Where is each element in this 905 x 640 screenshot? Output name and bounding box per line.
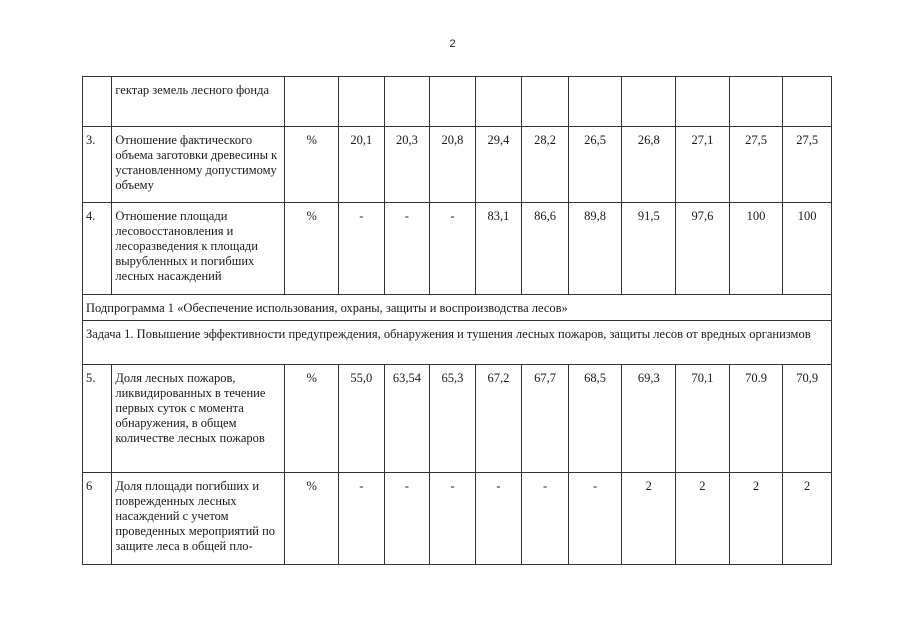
value-cell (622, 77, 676, 127)
value-cell: 86,6 (522, 203, 569, 295)
value-cell: 29,4 (475, 127, 522, 203)
value-cell (384, 77, 430, 127)
value-cell: 27,1 (676, 127, 730, 203)
page-number: 2 (449, 38, 456, 50)
table-row (83, 473, 832, 565)
value-cell: 69,3 (622, 365, 676, 473)
indicator-name: гектар земель лесного фонда (112, 77, 285, 127)
value-cell: - (384, 473, 430, 565)
unit-cell: % (285, 203, 339, 295)
value-cell: 67,2 (475, 365, 522, 473)
value-cell: 20,3 (384, 127, 430, 203)
row-number: 4. (83, 203, 112, 295)
value-cell (522, 77, 569, 127)
value-cell (568, 77, 622, 127)
value-cell (783, 77, 832, 127)
value-cell: 67,7 (522, 365, 569, 473)
row-number: 3. (83, 127, 112, 203)
value-cell: 20,1 (339, 127, 385, 203)
unit-cell: % (285, 127, 339, 203)
task-heading: Задача 1. Повышение эффективности предупреждения, обнаружения и тушения лесных пожаров, защиты лесов от вредных организмов (83, 321, 832, 365)
value-cell: 20,8 (430, 127, 476, 203)
unit-cell (285, 77, 339, 127)
value-cell: 2 (622, 473, 676, 565)
value-cell (729, 77, 783, 127)
value-cell: 97,6 (676, 203, 730, 295)
value-cell: - (339, 203, 385, 295)
indicator-name: Доля площади погибших и поврежденных лесных насаждений с учетом проведенных мероприятий по защите леса в общей пло- (112, 473, 285, 565)
value-cell (430, 77, 476, 127)
row-number (83, 77, 112, 127)
unit-cell: % (285, 473, 339, 565)
table-row (83, 365, 832, 473)
value-cell: 2 (676, 473, 730, 565)
value-cell: 63,54 (384, 365, 430, 473)
table-row (83, 77, 832, 127)
value-cell: - (430, 203, 476, 295)
indicator-name: Отношение площади лесовосстановления и лесоразведения к площади вырубленных и погибших лесных насаждений (112, 203, 285, 295)
value-cell: 26,5 (568, 127, 622, 203)
value-cell (339, 77, 385, 127)
value-cell: - (475, 473, 522, 565)
value-cell: - (384, 203, 430, 295)
table-row (83, 203, 832, 295)
table-row (83, 127, 832, 203)
value-cell: 65,3 (430, 365, 476, 473)
value-cell: 70,9 (783, 365, 832, 473)
indicator-name: Доля лесных пожаров, ликвидированных в течение первых суток с момента обнаружения, в общем количестве лесных пожаров (112, 365, 285, 473)
table-row (83, 295, 832, 321)
value-cell: 89,8 (568, 203, 622, 295)
value-cell: - (339, 473, 385, 565)
value-cell: 27,5 (729, 127, 783, 203)
value-cell: 2 (729, 473, 783, 565)
value-cell (475, 77, 522, 127)
row-number: 5. (83, 365, 112, 473)
row-number: 6 (83, 473, 112, 565)
value-cell: 55,0 (339, 365, 385, 473)
value-cell (676, 77, 730, 127)
indicators-table (82, 76, 832, 565)
value-cell: 100 (783, 203, 832, 295)
value-cell: 28,2 (522, 127, 569, 203)
unit-cell: % (285, 365, 339, 473)
value-cell: 100 (729, 203, 783, 295)
subprogram-heading: Подпрограмма 1 «Обеспечение использования, охраны, защиты и воспроизводства лесов» (83, 295, 832, 321)
value-cell: - (430, 473, 476, 565)
value-cell: - (522, 473, 569, 565)
value-cell: 26,8 (622, 127, 676, 203)
value-cell: 70.9 (729, 365, 783, 473)
value-cell: 2 (783, 473, 832, 565)
value-cell: - (568, 473, 622, 565)
indicator-name: Отношение фактического объема заготовки древесины к установленному допустимому объему (112, 127, 285, 203)
table-row (83, 321, 832, 365)
value-cell: 68,5 (568, 365, 622, 473)
value-cell: 83,1 (475, 203, 522, 295)
value-cell: 27,5 (783, 127, 832, 203)
value-cell: 91,5 (622, 203, 676, 295)
value-cell: 70,1 (676, 365, 730, 473)
